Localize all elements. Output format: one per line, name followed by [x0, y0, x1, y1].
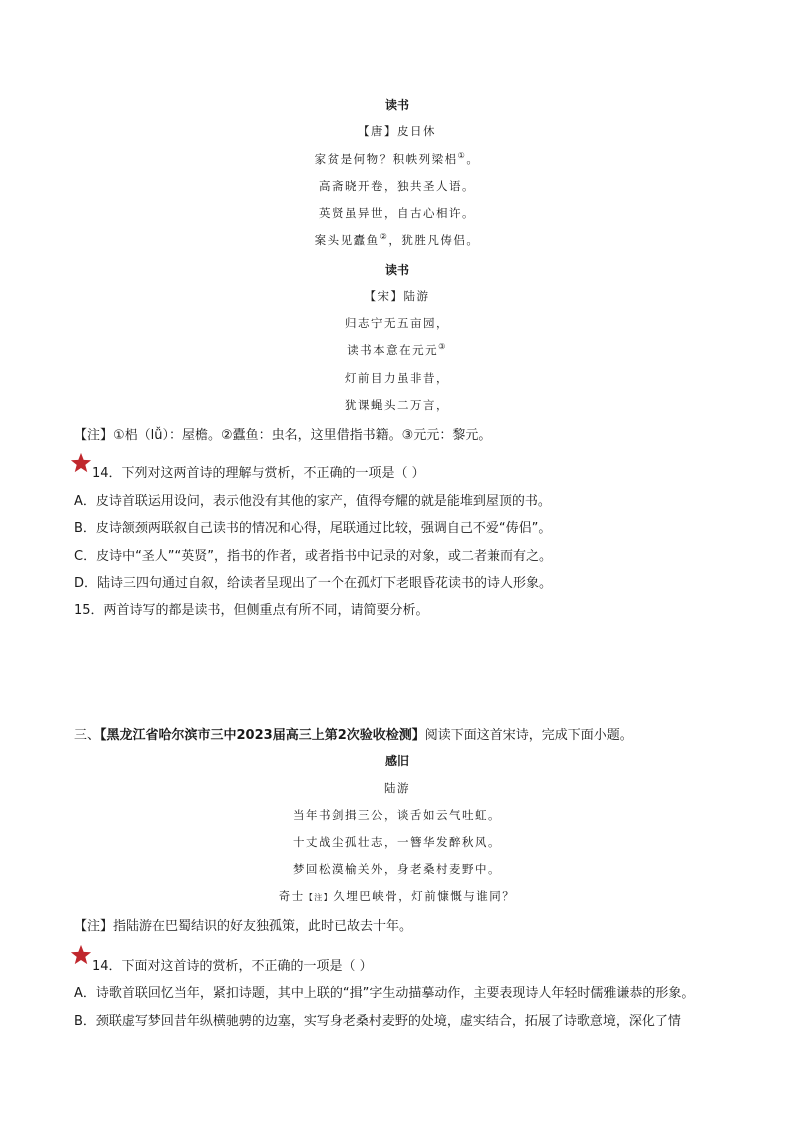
poem3-author: 陆游: [384, 781, 410, 795]
poem3-line-4: 奇士【注】久埋巴峡骨，灯前慷慨与谁同？: [278, 889, 516, 903]
question-14a-option-c: C．皮诗中“圣人”“英贤”，指书的作者，或者指书中记录的对象，或二者兼而有之。: [74, 549, 553, 564]
question-14b-stem: 14．下面对这首诗的赏析，不正确的一项是（ ）: [92, 959, 373, 974]
poem2-line-3: 灯前目力虽非昔，: [345, 371, 449, 385]
poem1-line-4: 案头见蠹鱼②，犹胜凡俦侣。: [314, 232, 480, 247]
annotation-note-1: 【注】①梠（lǚ）：屋檐。②蠹鱼：虫名，这里借指书籍。③元元：黎元。: [74, 428, 492, 443]
poem1-line-3: 英贤虽异世，自古心相许。: [319, 206, 475, 220]
poem2-title: 读书: [384, 263, 409, 277]
poem1-line-2: 高斋晓开卷，独共圣人语。: [319, 179, 475, 193]
poem2-line-1: 归志宁无五亩园，: [345, 316, 449, 330]
red-star-icon: [70, 944, 90, 964]
question-14b-option-a: A．诗歌首联回忆当年，紧扣诗题，其中上联的“揖”字生动描摹动作，主要表现诗人年轻时儒雅谦恭的形象。: [74, 986, 695, 1001]
red-star-icon: [70, 452, 90, 472]
poem3-line-2: 十丈战尘孤壮志，一簪华发醉秋风。: [293, 835, 501, 849]
poem1-title: 读书: [384, 98, 409, 112]
poem2-line-2: 读书本意在元元③: [347, 342, 447, 357]
poem2-line-4: 犹课蝇头二万言，: [345, 398, 449, 412]
poem3-title: 感旧: [384, 754, 409, 768]
question-15: 15．两首诗写的都是读书，但侧重点有所不同，请简要分析。: [74, 603, 429, 618]
poem1-author: 【唐】皮日休: [358, 124, 436, 138]
question-14b-option-b: B．颈联虚写梦回昔年纵横驰骋的边塞，实写身老桑村麦野的处境，虚实结合，拓展了诗歌意境，深化了情: [74, 1014, 681, 1029]
poem1-line-1: 家贫是何物？积帙列梁梠①。: [314, 151, 480, 166]
question-14a-option-d: D．陆诗三四句通过自叙，给读者呈现出了一个在孤灯下老眼昏花读书的诗人形象。: [74, 576, 553, 591]
question-14a-option-b: B．皮诗颔颈两联叙自己读书的情况和心得，尾联通过比较，强调自己不爱“俦侣”。: [74, 521, 552, 536]
poem3-line-1: 当年书剑揖三公，谈舌如云气吐虹。: [293, 808, 501, 822]
question-14a-option-a: A．皮诗首联运用设问，表示他没有其他的家产，值得夸耀的就是能堆到屋顶的书。: [74, 494, 551, 509]
poem2-author: 【宋】陆游: [364, 289, 430, 303]
question-14a-stem: 14．下列对这两首诗的理解与赏析，不正确的一项是（ ）: [92, 466, 425, 481]
annotation-note-2: 【注】指陆游在巴蜀结识的好友独孤策，此时已故去十年。: [74, 919, 413, 934]
poem3-line-3: 梦回松漠榆关外，身老桑村麦野中。: [293, 862, 501, 876]
section-3-heading: 三、【黑龙江省哈尔滨市三中2023届高三上第2次验收检测】阅读下面这首宋诗，完成下面小题。: [74, 728, 633, 743]
